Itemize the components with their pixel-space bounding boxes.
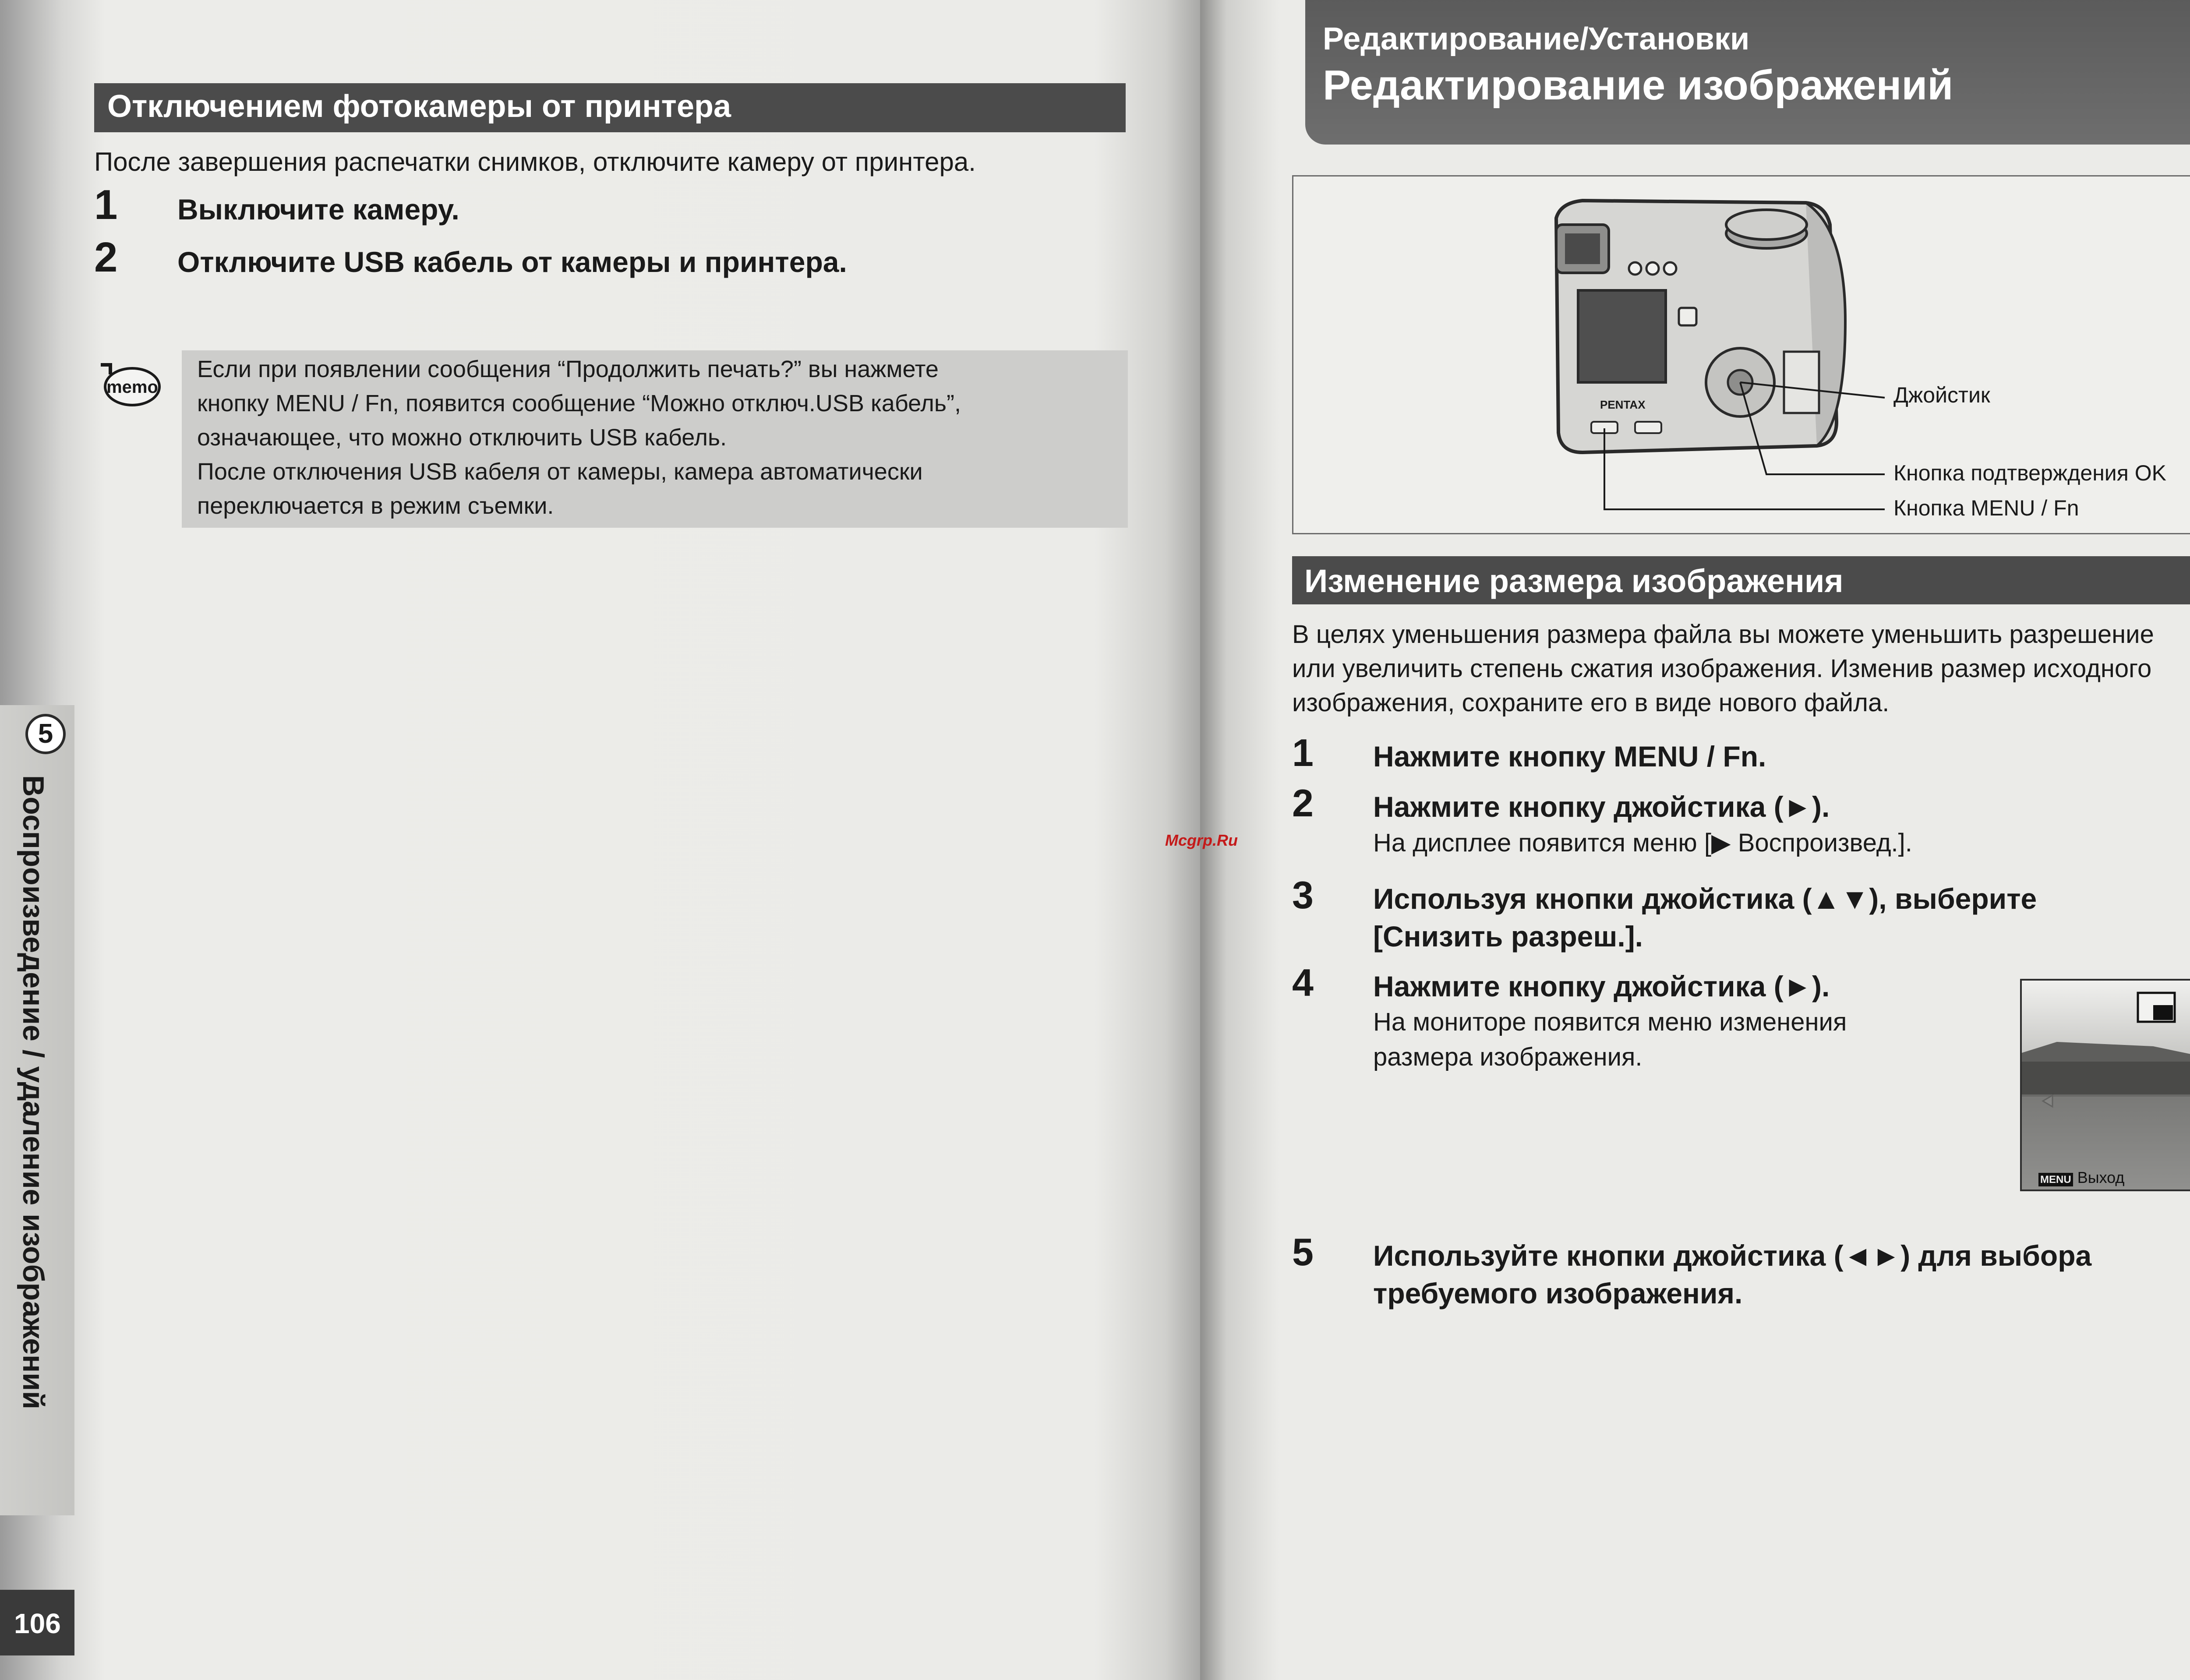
header-subtitle: Редактирование/Установки (1323, 21, 1750, 56)
camera-screen-preview (2020, 979, 2190, 1191)
memo-icon (96, 357, 162, 409)
camera-button (1679, 308, 1696, 325)
memo-box (182, 350, 1128, 528)
step-text: Нажмите кнопку джойстика (►). (1373, 970, 1830, 1002)
step-text: Нажмите кнопку джойстика (►). (1373, 791, 1830, 823)
camera-brand: PENTAX (1600, 398, 1646, 411)
step-text: Используйте кнопки джойстика (◄►) для выбора (1373, 1239, 2092, 1272)
step-number: 5 (1292, 1230, 1314, 1274)
step-text: Нажмите кнопку MENU / Fn. (1373, 740, 1766, 773)
step-note: размера изображения. (1373, 1043, 1642, 1071)
camera-diagram (1292, 175, 2190, 534)
step-note: На дисплее появится меню [▶ Воспроизвед.]. (1373, 829, 1912, 857)
memo-icon-label: memo (106, 378, 158, 397)
intro-line: В целях уменьшения размера файла вы можете уменьшить разрешение (1292, 620, 2154, 649)
step-text-line2: [Снизить разреш.]. (1373, 920, 1643, 953)
callout-menu-button: Кнопка MENU / Fn (1893, 496, 2079, 520)
intro-line: или увеличить степень сжатия изображения. Изменив размер исходного (1292, 654, 2152, 683)
chapter-number-badge: 5 (25, 714, 66, 754)
section-title: Изменение размера изображения (1304, 563, 1844, 599)
indicator-light (1664, 262, 1676, 275)
section-header (94, 83, 1126, 132)
page-number: 106 (14, 1608, 61, 1639)
step-number: 4 (1292, 961, 1314, 1004)
step-number: 1 (94, 181, 118, 228)
header-title: Редактирование изображений (1323, 62, 1953, 109)
step-number: 1 (1292, 731, 1314, 774)
step-number: 2 (94, 234, 118, 281)
intro-line: изображения, сохраните его в виде нового файла. (1292, 688, 1890, 717)
memo-line: После отключения USB кабеля от камеры, камера автоматически (197, 459, 923, 485)
chapter-title: Воспроизведение / удаление изображений (17, 775, 50, 1409)
step-number: 3 (1292, 873, 1314, 917)
memo-line: кнопку MENU / Fn, появится сообщение “Можно отключ.USB кабель”, (197, 390, 961, 416)
step-text: Используя кнопки джойстика (▲▼), выберите (1373, 882, 2037, 915)
page-number-tab (0, 1590, 74, 1655)
step-text-line2: требуемого изображения. (1373, 1277, 1743, 1309)
lcd-monitor (1578, 290, 1666, 382)
intro-text: После завершения распечатки снимков, отключите камеру от принтера. (94, 147, 976, 176)
section-header (1292, 556, 2190, 604)
page-header (1305, 0, 2190, 145)
exit-label (2038, 1168, 2124, 1187)
memo-line: означающее, что можно отключить USB кабель. (197, 424, 727, 451)
memo-line: переключается в режим съемки. (197, 493, 554, 519)
exit-text: Выход (2077, 1168, 2125, 1186)
step-number: 2 (1292, 781, 1314, 825)
callout-joystick: Джойстик (1893, 383, 1990, 407)
step-text: Отключите USB кабель от камеры и принтера. (177, 246, 847, 278)
section-title: Отключением фотокамеры от принтера (107, 89, 731, 124)
indicator-light (1629, 262, 1641, 275)
indicator-light (1646, 262, 1659, 275)
watermark: Mcgrp.Ru (1165, 831, 1238, 849)
menu-tag: MENU (2038, 1173, 2073, 1186)
step-note: На мониторе появится меню изменения (1373, 1008, 1847, 1036)
memo-line: Если при появлении сообщения “Продолжить печать?” вы нажмете (197, 356, 939, 382)
step-text: Выключите камеру. (177, 193, 459, 226)
callout-ok-button: Кнопка подтверждения OK (1893, 461, 2166, 485)
